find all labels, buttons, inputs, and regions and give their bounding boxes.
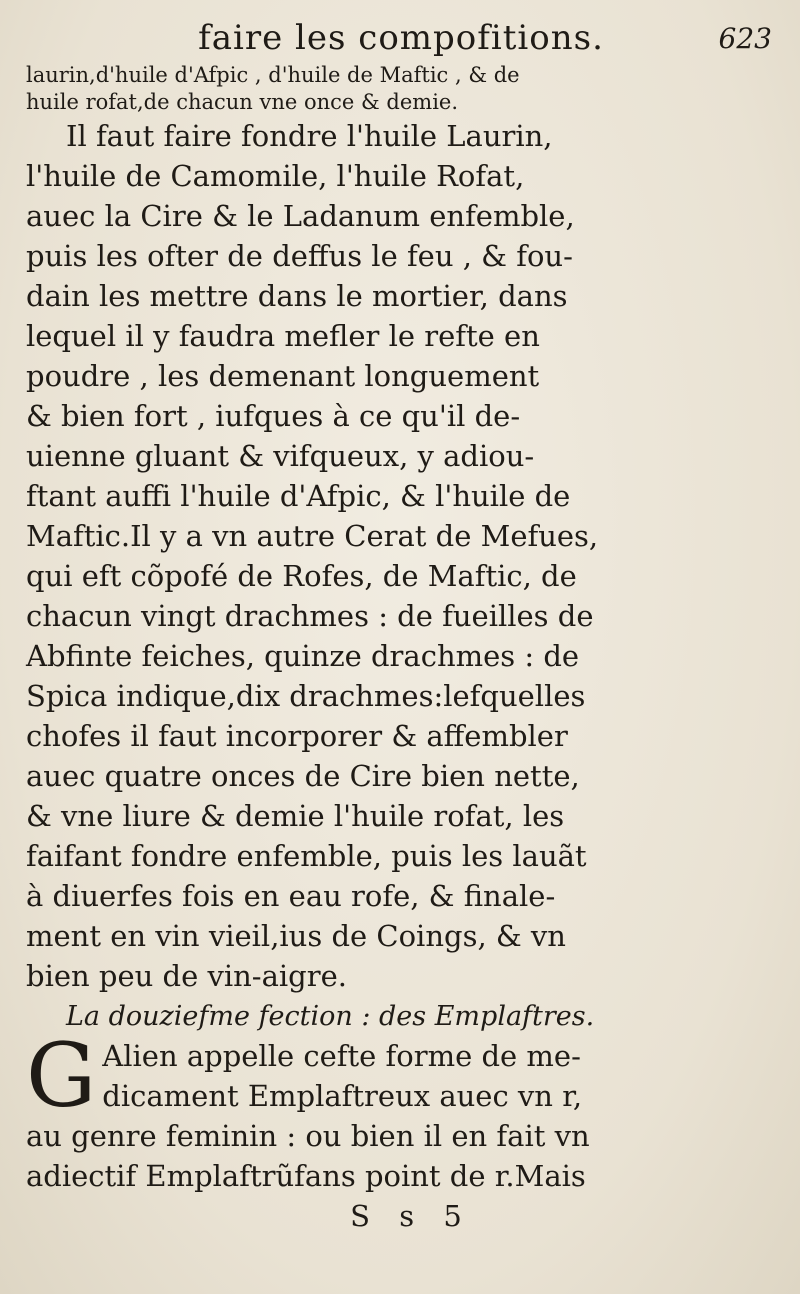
- text-line: qui eft cõpofé de Rofes, de Maftic, de: [26, 559, 577, 593]
- section-opening: [26, 1024, 776, 1127]
- text-line: auec quatre onces de Cire bien nette,: [26, 759, 580, 793]
- text-line: Maftic.Il y a vn autre Cerat de Mefues,: [26, 519, 599, 553]
- text-line: lequel il y faudra mefler le refte en: [26, 319, 540, 353]
- text-line: auec la Cire & le Ladanum enfemble,: [26, 199, 575, 233]
- text-line: & bien fort , iufques à ce qu'il de-: [26, 399, 521, 433]
- running-title: faire les compofitions.: [198, 18, 604, 58]
- paragraph: [26, 156, 776, 996]
- page-number: 623: [718, 22, 772, 55]
- text-line: ment en vin vieil,ius de Coings, & vn: [26, 919, 566, 953]
- text-line: puis les ofter de deffus le feu , & fou-: [26, 239, 573, 273]
- text-line: à diuerfes fois en eau rofe, & finale-: [26, 879, 556, 913]
- text-line: chofes il faut incorporer & affembler: [26, 719, 568, 753]
- text-line: faifant fondre enfemble, puis les lauãt: [26, 839, 587, 873]
- text-line: dain les mettre dans le mortier, dans: [26, 279, 568, 313]
- text-line: Alien appelle cefte forme de me-: [102, 1039, 581, 1073]
- text-line: & vne liure & demie l'huile rofat, les: [26, 799, 565, 833]
- signature-mark: S s 5: [350, 1199, 472, 1233]
- text-line: bien peu de vin-aigre.: [26, 959, 347, 993]
- text-line: dicament Emplaftreux auec vn r,: [102, 1079, 583, 1113]
- text-line: au genre feminin : ou bien il en fait vn: [26, 1119, 590, 1153]
- drop-capital: G: [26, 1024, 97, 1127]
- text-line: poudre , les demenant longuement: [26, 359, 540, 393]
- text-line: chacun vingt drachmes : de fueilles de: [26, 599, 594, 633]
- text-line: uienne gluant & vifqueux, y adiou-: [26, 439, 535, 473]
- text-line: Abfinte feiches, quinze drachmes : de: [26, 639, 580, 673]
- text-line: adiectif Emplaftrũfans point de r.Mais: [26, 1159, 586, 1193]
- text-line: huile rofat,de chacun vne once & demie.: [26, 90, 459, 114]
- text-line: l'huile de Camomile, l'huile Rofat,: [26, 159, 525, 193]
- text-line: laurin,d'huile d'Afpic , d'huile de Maftic , & de: [26, 63, 520, 87]
- section-title: La douziefme fection : des Emplaftres.: [66, 1001, 595, 1032]
- text-line: Spica indique,dix drachmes:lefquelles: [26, 679, 586, 713]
- running-head: [26, 18, 776, 58]
- paragraph-start: Il faut faire fondre l'huile Laurin,: [66, 119, 553, 153]
- text-line: ftant auffi l'huile d'Afpic, & l'huile de: [26, 479, 571, 513]
- body-text: [26, 62, 776, 1236]
